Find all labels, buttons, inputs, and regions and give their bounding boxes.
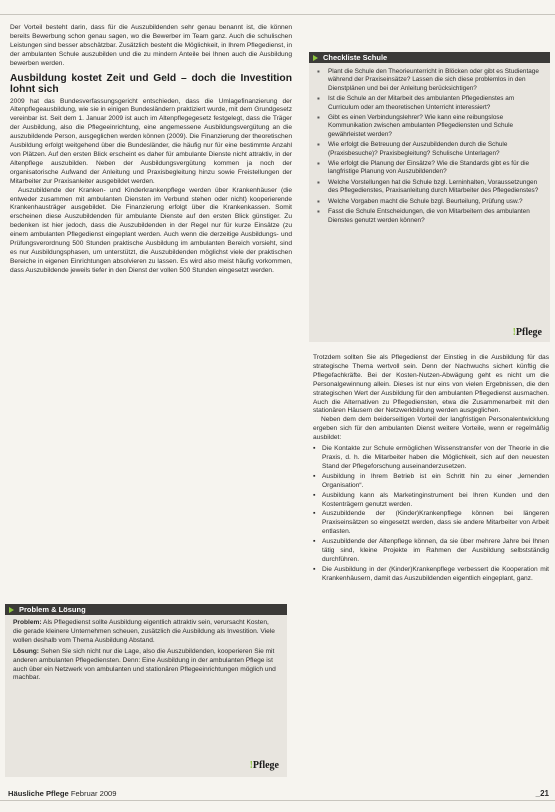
left-paragraph-3: Auszubildende der Kranken- und Kinderkrankenpflege werden über Krankenhäuser (die entweder zusammen mit ambulanten Diensten im Verbund stehen oder nicht) kooperierende Krankenhausträger ausgebildet. Die Finanzierung erfolgt über die Krankenkassen. Somit erscheinen diese Auszubildenden für ambulante Dienste auf den ersten Blick günstiger. Zu bedenken ist hier jedoch, dass die Auszubildenden in der Regel nur für kurze Einsätze (zu einem ambulanten Pflegedienst eingeplant werden. Auch wenn die derzeitige Ausbildungs- und Prüfungsverordnung 500 Stunden praktische Ausbildung im ambulanten Bereich vorsieht, sind es nur Ausbildungsphasen, um unterstützt, die Auszubildenden möglichst viele der praktischen Bereiche in eigenen Einrichtungen absolvieren zu lassen. Es wird also meist häufig vorkommen, dass Auszubildende jeweils tiefer in den Dienst der vollen 500 Stunden eingesetzt werden.	[10, 186, 292, 274]
right-paragraph-1: Trotzdem sollten Sie als Pflegedienst der Einstieg in die Ausbildung für das strategische Thema wertvoll sein. Denn der Nachwuchs sichert künftig die Pflegefachkräfte. Bei der Kosten-Nutzen-Abwägung geht es nicht um die Personalgewinnung allein. Dieses ist nur eins von vielen Ergebnissen, die den strategischen Wert der Ausbildung für den ambulanten Pflegedienst ausmachen. Auch die Alternativen zu Pflegediensten, etwa die Zusammenarbeit mit den stationären Häusern der Netzwerkbildung werden ausgeglichen.	[313, 354, 549, 415]
problem-box-body	[5, 615, 287, 683]
checklist-item: ▪ Gibt es einen Verbindungslehrer? Wie kann eine reibungslose Kommunikation zwischen ambulanten Pflegediensten und Schule gewährleistet werden?	[317, 114, 544, 139]
pflege-logo	[513, 327, 542, 338]
top-rule	[0, 14, 555, 15]
page-number: _21	[535, 789, 549, 798]
left-paragraph-2: 2009 hat das Bundesverfassungsgericht entschieden, dass die Umlagefinanzierung der Altenpflegeausbildung, wie sie in einigen Bundesländern praktiziert wurde, mit dem Grundgesetz vereinbar ist. Seit dem 1. Januar 2009 ist auch im Altenpflegegesetz festgelegt, dass die Träger der Ausbildung, also die Pflegeeinrichtung, eine angemessene Ausbildungsvergütung an die auszubildende Person, ausgeglichen werden können (2009). Die Finanzierung der theoretischen Ausbildung erfolgt weitgehend über die Bundesländer, die häufig nur für eine bestimmte Anzahl von Plätzen. Auf den ersten Blick erscheint es daher für ambulante Dienste nicht attraktiv, in der Altenpflege auszubilden. Neben der Ausbildungsvergütung kommen ja noch der organisatorische Aufwand der Anleitung und Praxisbegleitung hinzu sowie Freistellungen der Mitarbeiter zur Praxisanleiter ausgebildet werden.	[10, 97, 292, 185]
right-column	[313, 354, 549, 585]
left-paragraph-1: Der Vorteil besteht darin, dass für die Auszubildenden sehr genau benannt ist, die können bereits Bewerbung schon genau sagen, wo die Bewerber im Team ganz. Auch die schulischen Leistungen sind besser abschätzbar. Zusätzlich besteht die Möglichkeit, in Ihrem Pflegedienst, in der ambulanten Schule auszubilden und die zu mindern Anteile bei Ihnen auch die Ausbildung bewerben werden.	[10, 24, 292, 67]
checklist-box	[309, 52, 550, 342]
pflege-logo	[250, 760, 279, 771]
checklist-item: ▪ Welche Vorgaben macht die Schule bzgl. Beurteilung, Prüfung usw.?	[317, 198, 544, 206]
problem-box-title: Problem & Lösung	[19, 605, 86, 614]
problem-label: Problem:	[13, 619, 42, 626]
problem-solution-box	[5, 604, 287, 777]
checklist-item: ▪ Fasst die Schule Entscheidungen, die von Mitarbeitern des ambulanten Dienstes genutzt werden können?	[317, 208, 544, 225]
triangle-bullet-icon	[9, 607, 14, 613]
solution-paragraph	[13, 648, 279, 684]
logo-mark-icon: !	[512, 327, 516, 338]
logo-mark-icon: !	[249, 760, 253, 771]
footer-publication	[8, 789, 117, 798]
benefit-item: ▪ Ausbildung in Ihrem Betrieb ist ein Schritt hin zu einer „lernenden Organisation“.	[313, 473, 549, 491]
solution-text: Sehen Sie sich nicht nur die Lage, also die Auszubildenden, kooperieren Sie mit anderen ambulanten Pflegediensten. Denn: Eine Ausbildung in der ambulanten Pflege ist auch über ein Netzwerk von ambulanten und stationären Pflegeeinrichtungen möglich und machbar.	[13, 647, 276, 682]
benefit-item: ▪ Ausbildung kann als Marketinginstrument bei Ihren Kunden und den Kostenträgern genutzt werden.	[313, 492, 549, 510]
checklist-box-title: Checkliste Schule	[323, 53, 388, 62]
solution-label: Lösung:	[13, 647, 40, 655]
footer-magazine: Häusliche Pflege	[8, 789, 69, 798]
benefit-item: ▪ Auszubildende der (Kinder)Krankenpflege können bei längeren Praxiseinsätzen so eingesetzt werden, dass sie andere Mitarbeiter von Arbeit entlasten.	[313, 510, 549, 537]
left-column	[10, 24, 292, 276]
logo-text: Pflege	[515, 327, 542, 338]
bottom-rule	[0, 800, 555, 801]
triangle-bullet-icon	[313, 55, 318, 61]
checklist-list	[317, 68, 544, 225]
page-number-value: 21	[540, 789, 549, 798]
logo-text: Pflege	[252, 760, 279, 771]
checklist-item: ▪ Wie erfolgt die Betreuung der Auszubildenden durch die Schule (Praxisbesuche)? Praxisbegleitung? Schulische Unterlagen?	[317, 141, 544, 158]
problem-paragraph	[13, 619, 279, 646]
checklist-item: ▪ Ist die Schule an der Mitarbeit des ambulanten Pflegedienstes am Curriculum oder am theoretischen Unterricht interessiert?	[317, 95, 544, 112]
benefit-item: ▪ Die Kontakte zur Schule ermöglichen Wissenstransfer von der Theorie in die Praxis, d. h. die Mitarbeiter haben die Möglichkeit, sich auf den neuesten Stand der Pflegeforschung auseinanderzusetzen.	[313, 445, 549, 472]
checklist-box-header	[309, 52, 550, 63]
checklist-item: ▪ Welche Vorstellungen hat die Schule bzgl. Lerninhalten, Voraussetzungen des Pflegedienstes, Praxisanleitung durch Mitarbeiter des Pflegedienstes?	[317, 179, 544, 196]
right-paragraph-2: Neben dem dem beiderseitigen Vorteil der langfristigen Personalentwicklung ergeben sich für den ambulanten Dienst weitere Vorteile, wenn er regelmäßig ausbildet:	[313, 416, 549, 442]
checklist-item: ▪ Plant die Schule den Theorieunterricht in Blöcken oder gibt es Studientage während der Praxiseinsätze? Lassen die sich diese problemlos in den Dienstplänen und bei der Anleitung berücksichtigen?	[317, 68, 544, 93]
benefit-item: ▪ Auszubildende der Altenpflege können, da sie über mehrere Jahre bei Ihnen tätig sind, kleine Projekte im Rahmen der Ausbildung selbstständig durchführen.	[313, 538, 549, 565]
benefits-list	[313, 445, 549, 584]
problem-text: Als Pflegedienst sollte Ausbildung eigentlich attraktiv sein, verursacht Kosten, die gerade kleinere Unternehmen scheuen, zusätzlich die Ausbildung als Investition. Viele wollen deshalb vom Thema Ausbildung Abstand.	[13, 619, 275, 644]
checklist-item: ▪ Wie erfolgt die Planung der Einsätze? Wie die Standards gibt es für die langfristige Planung von Auszubildenden?	[317, 160, 544, 177]
footer-month: Februar 2009	[70, 789, 117, 798]
benefit-item: ▪ Die Ausbildung in der (Kinder)Krankenpflege verbessert die Kooperation mit Krankenhäusern, damit das Auszubildenden eigentlich eingeplant, ganz.	[313, 566, 549, 584]
problem-box-header	[5, 604, 287, 615]
section-heading: Ausbildung kostet Zeit und Geld – doch die Investition lohnt sich	[10, 72, 292, 96]
